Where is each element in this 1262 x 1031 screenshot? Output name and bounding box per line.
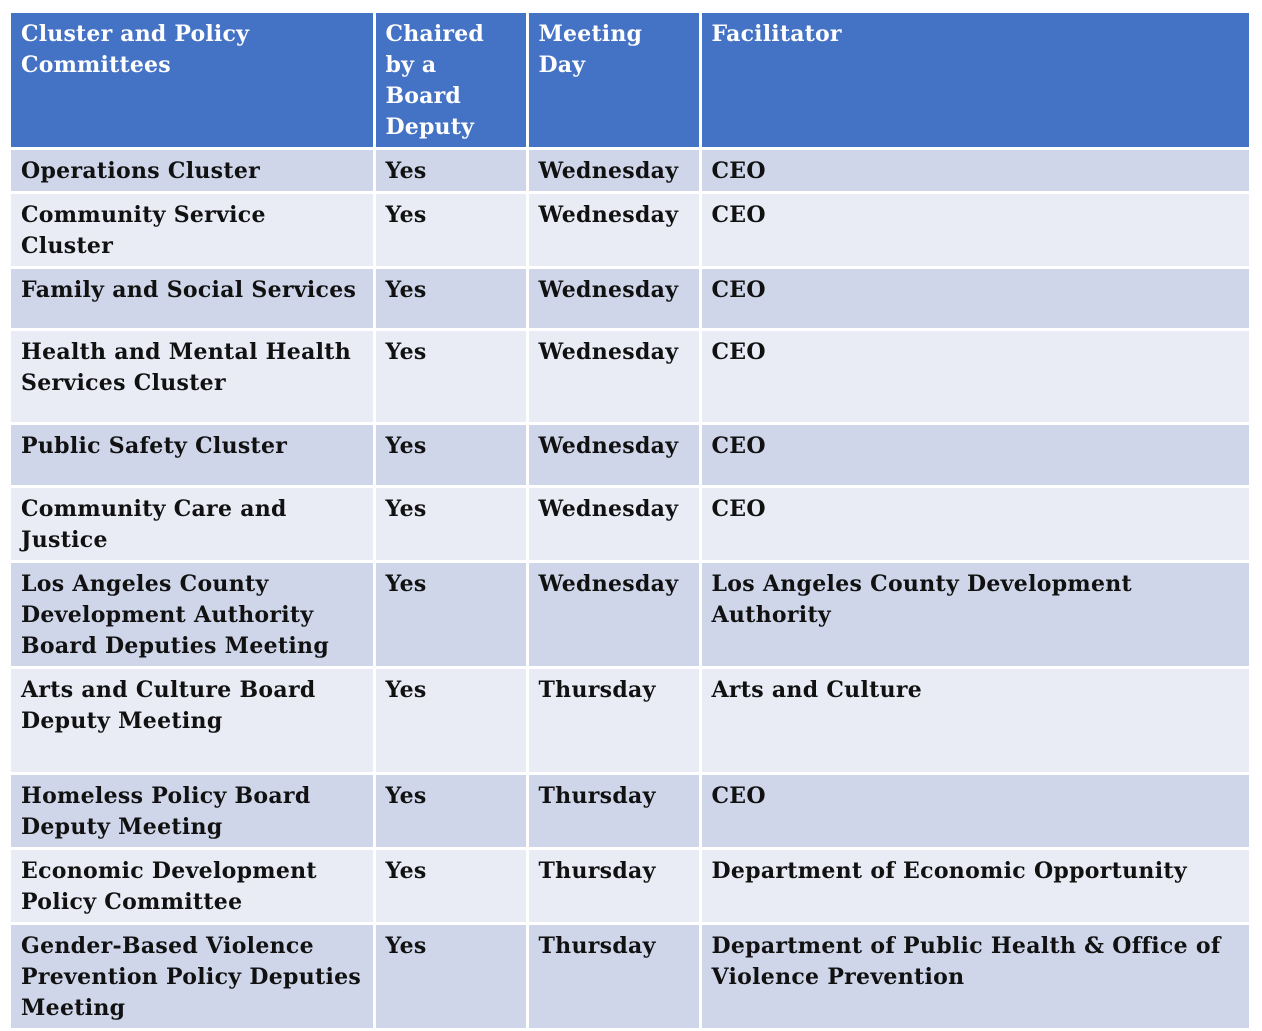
chaired-cell: Yes bbox=[374, 149, 527, 193]
meeting-day-cell: Thursday bbox=[527, 774, 700, 849]
committee-cell: Public Safety Cluster bbox=[11, 424, 374, 487]
meeting-day-cell: Wednesday bbox=[527, 193, 700, 268]
committee-cell: Gender-Based Violence Prevention Policy Deputies Meeting bbox=[11, 924, 374, 1030]
chaired-cell: Yes bbox=[374, 668, 527, 774]
committee-cell: Homeless Policy Board Deputy Meeting bbox=[11, 774, 374, 849]
facilitator-cell: CEO bbox=[700, 149, 1249, 193]
table-row bbox=[11, 774, 1249, 849]
table-row bbox=[11, 424, 1249, 487]
facilitator-cell: CEO bbox=[700, 268, 1249, 330]
table-row bbox=[11, 268, 1249, 330]
committee-cell: Family and Social Services bbox=[11, 268, 374, 330]
chaired-cell: Yes bbox=[374, 774, 527, 849]
chaired-cell: Yes bbox=[374, 193, 527, 268]
committee-cell: Operations Cluster bbox=[11, 149, 374, 193]
chaired-cell: Yes bbox=[374, 924, 527, 1030]
committee-cell: Arts and Culture Board Deputy Meeting bbox=[11, 668, 374, 774]
facilitator-cell: Arts and Culture bbox=[700, 668, 1249, 774]
meeting-day-cell: Wednesday bbox=[527, 149, 700, 193]
table-row bbox=[11, 149, 1249, 193]
header-row bbox=[11, 13, 1249, 149]
table-row bbox=[11, 562, 1249, 668]
table-row bbox=[11, 668, 1249, 774]
header-chaired: Chaired by a Board Deputy bbox=[374, 13, 527, 149]
facilitator-cell: CEO bbox=[700, 487, 1249, 562]
chaired-cell: Yes bbox=[374, 849, 527, 924]
table-row bbox=[11, 330, 1249, 424]
facilitator-cell: Department of Economic Opportunity bbox=[700, 849, 1249, 924]
meeting-day-cell: Wednesday bbox=[527, 562, 700, 668]
table-row bbox=[11, 849, 1249, 924]
meeting-day-cell: Thursday bbox=[527, 668, 700, 774]
header-facilitator: Facilitator bbox=[700, 13, 1249, 149]
committee-cell: Economic Development Policy Committee bbox=[11, 849, 374, 924]
facilitator-cell: CEO bbox=[700, 424, 1249, 487]
committee-cell: Los Angeles County Development Authority Board Deputies Meeting bbox=[11, 562, 374, 668]
facilitator-cell: Department of Public Health & Office of Violence Prevention bbox=[700, 924, 1249, 1030]
table-row bbox=[11, 924, 1249, 1030]
table-row bbox=[11, 487, 1249, 562]
chaired-cell: Yes bbox=[374, 268, 527, 330]
chaired-cell: Yes bbox=[374, 562, 527, 668]
chaired-cell: Yes bbox=[374, 424, 527, 487]
facilitator-cell: CEO bbox=[700, 774, 1249, 849]
facilitator-cell: Los Angeles County Development Authority bbox=[700, 562, 1249, 668]
facilitator-cell: CEO bbox=[700, 330, 1249, 424]
meeting-day-cell: Thursday bbox=[527, 924, 700, 1030]
committee-cell: Community Care and Justice bbox=[11, 487, 374, 562]
chaired-cell: Yes bbox=[374, 330, 527, 424]
meeting-day-cell: Thursday bbox=[527, 849, 700, 924]
committee-cell: Community Service Cluster bbox=[11, 193, 374, 268]
meeting-day-cell: Wednesday bbox=[527, 268, 700, 330]
chaired-cell: Yes bbox=[374, 487, 527, 562]
header-meeting-day: Meeting Day bbox=[527, 13, 700, 149]
committee-cell: Health and Mental Health Services Cluster bbox=[11, 330, 374, 424]
header-committee: Cluster and Policy Committees bbox=[11, 13, 374, 149]
committees-table bbox=[11, 13, 1249, 1031]
table-row bbox=[11, 193, 1249, 268]
meeting-day-cell: Wednesday bbox=[527, 487, 700, 562]
meeting-day-cell: Wednesday bbox=[527, 424, 700, 487]
facilitator-cell: CEO bbox=[700, 193, 1249, 268]
meeting-day-cell: Wednesday bbox=[527, 330, 700, 424]
